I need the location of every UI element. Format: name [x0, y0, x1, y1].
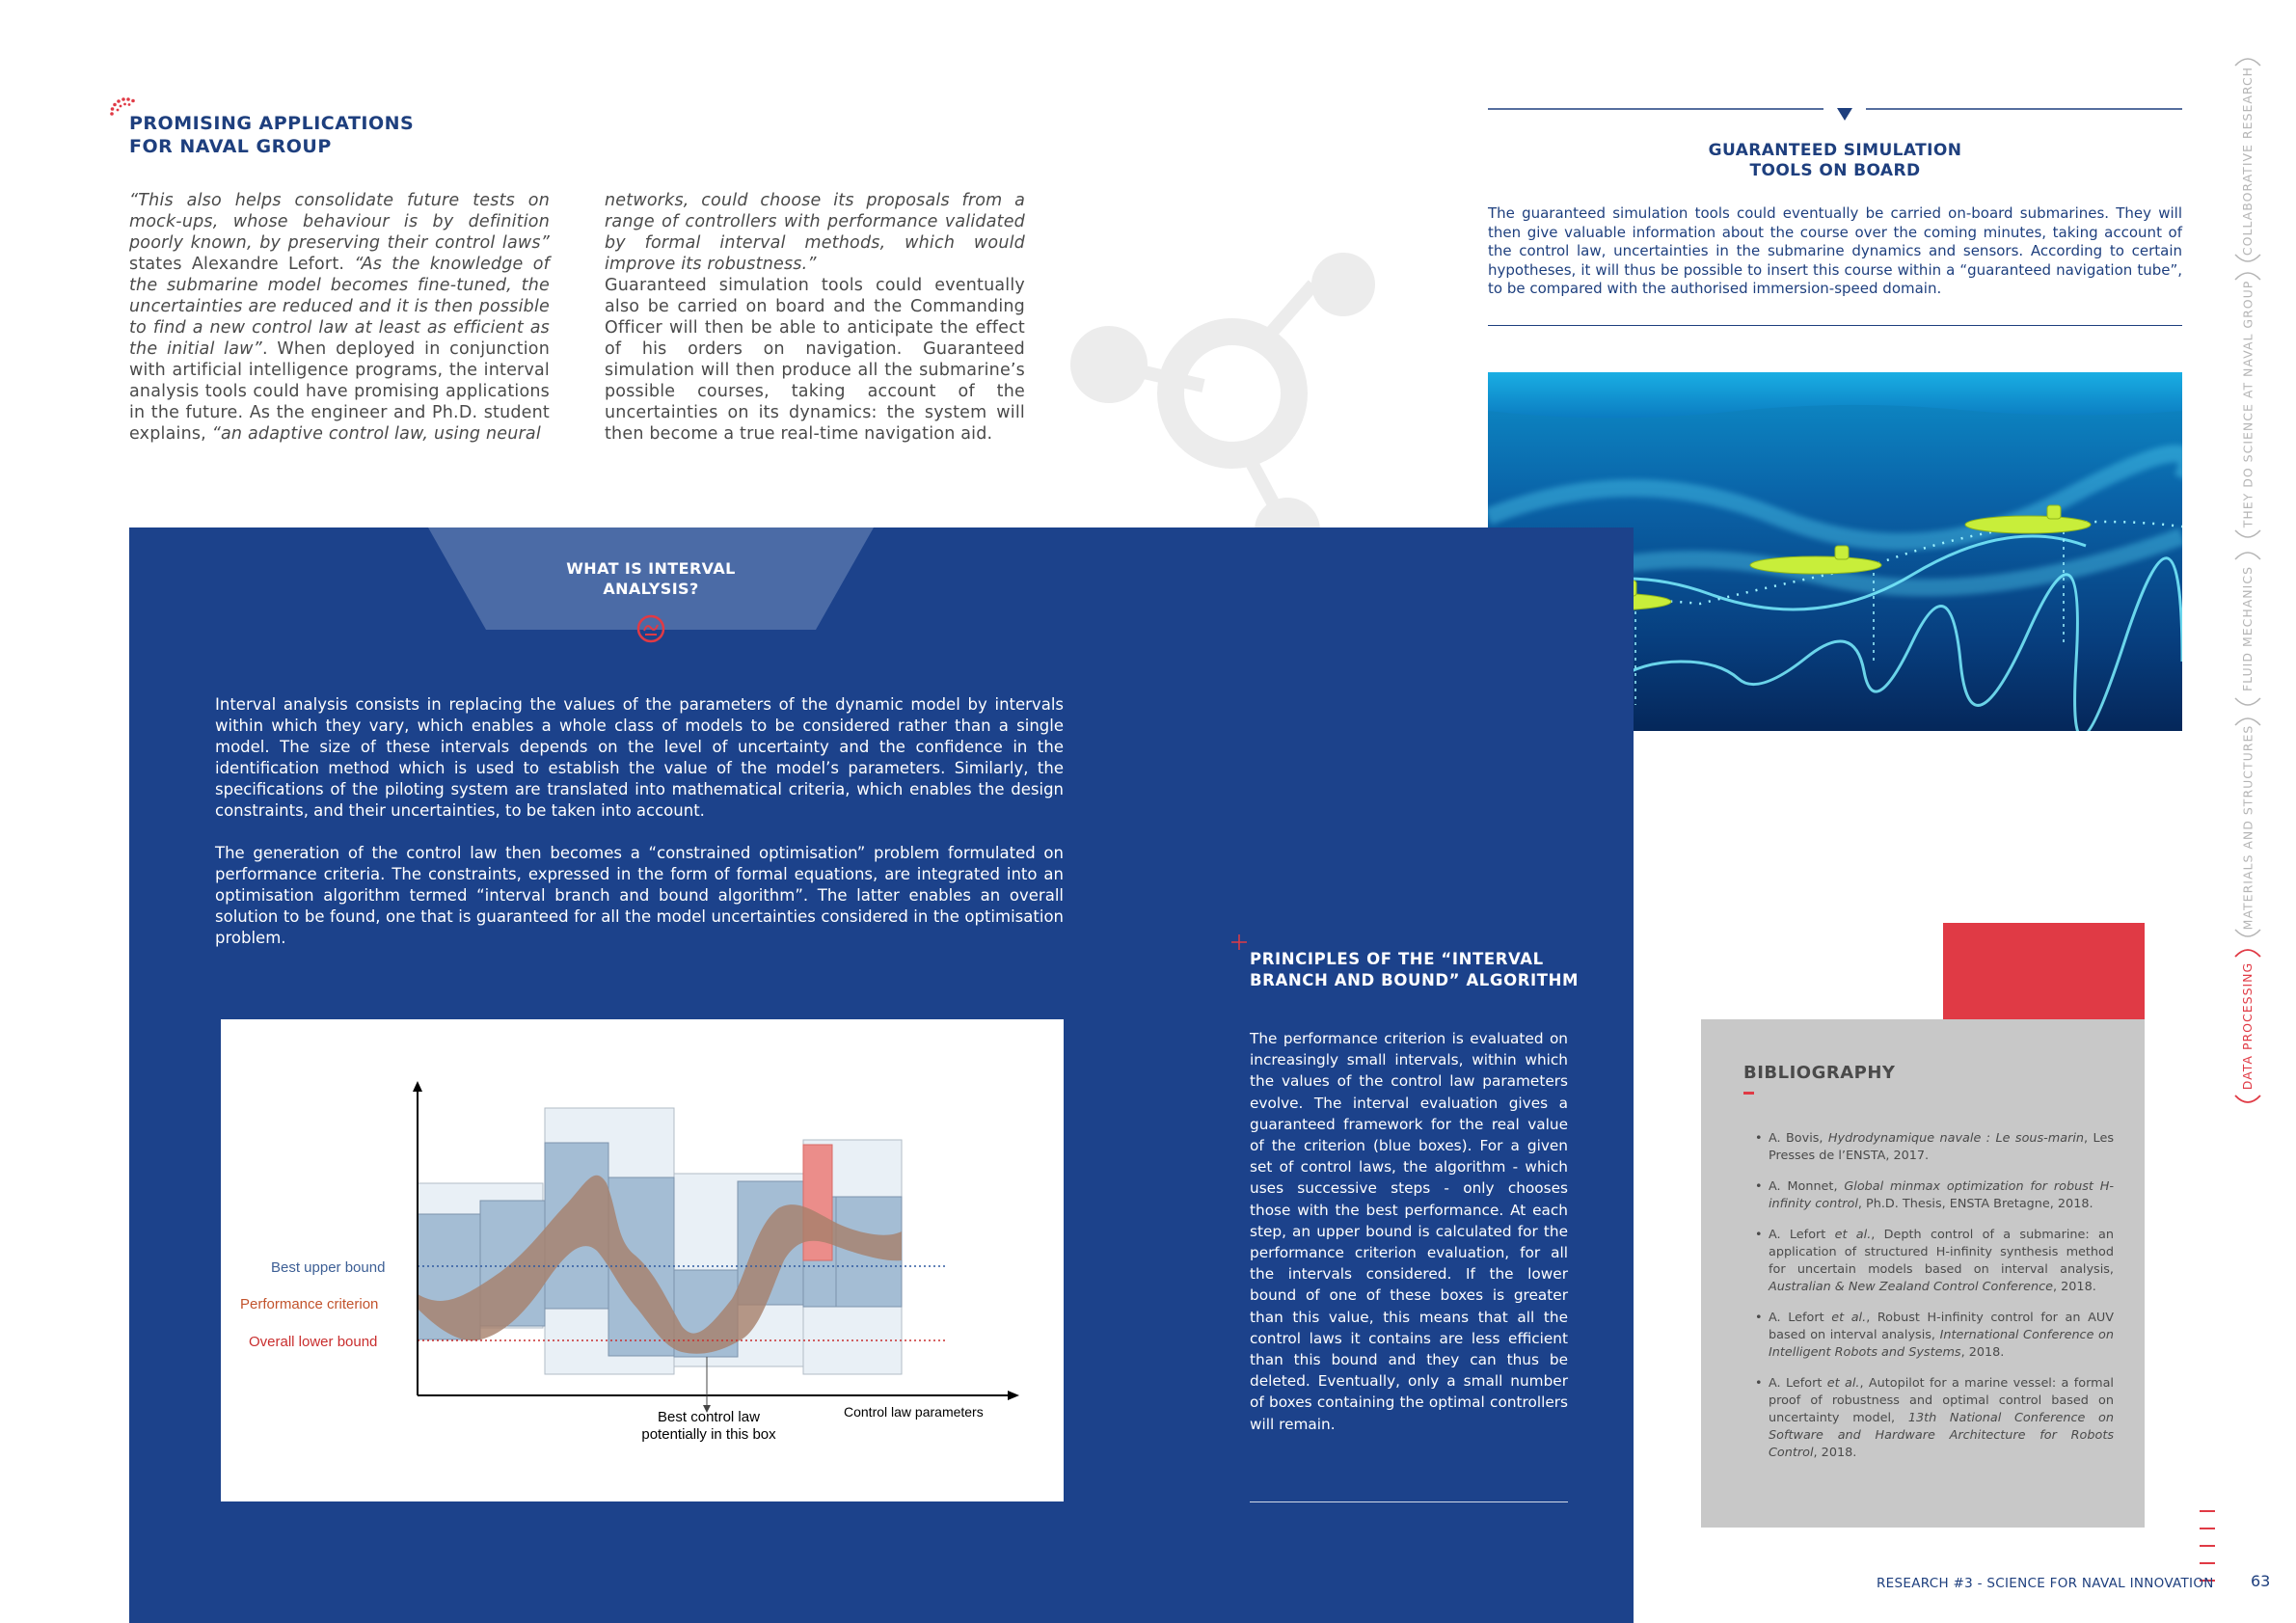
- principles-title-line1: PRINCIPLES OF THE “INTERVAL: [1250, 950, 1544, 968]
- text-2: . When deployed in conjunction with artificial intelligence programs, the interval analysis tools could have promising applications in the future. As the engineer and Ph.D. student explains,: [129, 339, 550, 444]
- guaranteed-title-line2: TOOLS ON BOARD: [1749, 161, 1921, 180]
- principles-rule: [1250, 1501, 1568, 1502]
- guaranteed-title-line1: GUARANTEED SIMULATION: [1708, 141, 1962, 160]
- interval-analysis-text: [215, 694, 1064, 970]
- guaranteed-bottom-rule: [1488, 325, 2182, 326]
- guaranteed-top-rule: [1488, 108, 2182, 122]
- side-bracket-icon: [2233, 928, 2262, 941]
- promising-title-line1: PROMISING APPLICATIONS: [129, 113, 415, 134]
- best-upper-bound-label: Best upper bound: [271, 1259, 386, 1276]
- interval-title-line1: WHAT IS INTERVAL: [566, 559, 736, 578]
- bibliography-item: • A. Lefort et al., Depth control of a submarine: an application of structured H-infinity synthesis method for uncertain models based on interval analysis, Australian & New Zealand Control Conference, 2018.: [1755, 1227, 2114, 1296]
- bibliography-title: BIBLIOGRAPHY: [1743, 1063, 1896, 1083]
- guaranteed-simulation-text: The guaranteed simulation tools could eventually be carried on-board submarines. They will then give valuable information about the course over the coming minutes, taking account of the control law, uncertainties in the submarine dynamics and sensors. According to certain hypotheses, it will thus be possible to insert this course within a “guaranteed navigation tube”, to be compared with the authorised immersion-speed domain.: [1488, 204, 2182, 297]
- side-tab-they-do-science[interactable]: THEY DO SCIENCE AT NAVAL GROUP: [2240, 280, 2255, 528]
- side-bracket-icon: [2233, 253, 2262, 266]
- page-number: 63: [2251, 1572, 2271, 1590]
- interval-title-line2: ANALYSIS?: [603, 580, 699, 598]
- side-tab-collaborative-research[interactable]: COLLABORATIVE RESEARCH: [2240, 66, 2255, 257]
- guaranteed-simulation-title: [1488, 141, 2182, 181]
- principles-title-line2: BRANCH AND BOUND” ALGORITHM: [1250, 971, 1580, 989]
- bibliography-item: • A. Lefort et al., Autopilot for a marine vessel: a formal proof of robustness and optimal control based on uncertainty model, 13th National Conference on Software and Hardware Architecture for Robots Control, 2018.: [1755, 1375, 2114, 1462]
- red-cross-icon: [1230, 933, 1248, 951]
- branch-and-bound-figure: [221, 1019, 1064, 1501]
- promising-column-1: [129, 190, 550, 445]
- side-bracket-icon: [2233, 696, 2262, 710]
- bibliography-item: • A. Lefort et al., Robust H-infinity control for an AUV based on interval analysis, International Conference on Intelligent Robots and Systems, 2018.: [1755, 1310, 2114, 1362]
- text-3: Guaranteed simulation tools could eventually also be carried on board and the Commanding Officer will then be able to anticipate the effect of his orders on navigation. Guaranteed simulation will then produce all the submarine’s possible courses, taking account of the uncertainties on its dynamics: the system will then become a true real-time navigation aid.: [605, 276, 1025, 444]
- y-axis-arrow: [413, 1081, 422, 1092]
- quote-1: “This also helps consolidate future tests on mock-ups, whose behaviour is by definition poorly known, by preserving their control laws”: [129, 191, 550, 253]
- footer-publication-title: RESEARCH #3 - SCIENCE FOR NAVAL INNOVATION: [1877, 1576, 2214, 1591]
- side-bracket-active-icon: [2233, 1094, 2262, 1107]
- x-axis-arrow: [1008, 1391, 1019, 1400]
- best-control-line1: Best control law: [658, 1409, 760, 1425]
- quote-4: networks, could choose its proposals from a range of controllers with performance validated by formal interval methods, which would improve its robustness.”: [605, 191, 1025, 274]
- side-tab-fluid-mechanics[interactable]: FLUID MECHANICS: [2240, 565, 2255, 692]
- molecule-decoration-icon: [1061, 241, 1398, 569]
- interval-paragraph-2: The generation of the control law then becomes a “constrained optimisation” problem formulated on performance criteria. The constraints, expressed in the form of formal equations, are integrated into an optimisation algorithm termed “interval branch and bound algorithm”. The latter enables an overall solution to be found, one that is guaranteed for all the model uncertainties considered in the optimisation problem.: [215, 844, 1064, 947]
- best-control-law-label: [612, 1409, 805, 1444]
- promising-applications-title: [129, 112, 414, 158]
- interval-analysis-title: [428, 558, 874, 599]
- best-control-line2: potentially in this box: [641, 1426, 776, 1443]
- side-bracket-active-icon: [2233, 945, 2262, 959]
- promising-column-2: [605, 190, 1025, 445]
- principles-text: The performance criterion is evaluated on increasingly small intervals, within which the values of the control law parameters evolve. The interval evaluation gives a guaranteed framework for the real value of the criterion (blue boxes). For a given set of control laws, the algorithm - which uses successive steps - only chooses those with the best performance. At each step, an upper bound is calculated for the performance criterion evaluation, for all the intervals considered. If the lower bound of one of these boxes is greater than this value, this means that all the control laws it contains are less efficient than this bound and they can thus be deleted. Eventually, only a small number of boxes containing the optimal controllers will remain.: [1250, 1030, 1568, 1433]
- overall-lower-bound-label: Overall lower bound: [249, 1334, 378, 1350]
- bibliography-dash: [1743, 1092, 1754, 1095]
- quote-2: “As the knowledge of the submarine model becomes fine-tuned, the uncertainties are reduced and it is then possible to find a new control law at least as efficient as the initial law”: [129, 255, 551, 359]
- performance-criterion-label: Performance criterion: [240, 1296, 379, 1312]
- bibliography-item: • A. Bovis, Hydrodynamique navale : Le sous-marin, Les Presses de l’ENSTA, 2017.: [1755, 1130, 2114, 1165]
- side-bracket-icon: [2233, 528, 2262, 542]
- promising-title-line2: FOR NAVAL GROUP: [129, 136, 332, 157]
- interval-paragraph-1: Interval analysis consists in replacing the values of the parameters of the dynamic model by intervals within which they vary, which enables a whole class of models to be considered rather than a single model. The size of these intervals depends on the level of uncertainty and the confidence in the identification method which is used to establish the value of the model’s parameters. Similarly, the specifications of the piloting system are translated into mathematical criteria, which enables the design constraints, and their uncertainties, to be taken into account.: [215, 695, 1064, 820]
- red-target-icon: [635, 613, 666, 644]
- side-bracket-icon: [2233, 548, 2262, 561]
- bibliography-item: • A. Monnet, Global minmax optimization for robust H-infinity control, Ph.D. Thesis, ENSTA Bretagne, 2018.: [1755, 1178, 2114, 1213]
- red-accent-block: [1943, 923, 2145, 1021]
- side-tab-materials-structures[interactable]: MATERIALS AND STRUCTURES: [2240, 724, 2255, 931]
- x-axis-label: Control law parameters: [844, 1404, 984, 1420]
- side-bracket-icon: [2233, 54, 2262, 68]
- side-tab-data-processing[interactable]: DATA PROCESSING: [2240, 961, 2255, 1091]
- text-1: states Alexandre Lefort.: [129, 255, 355, 274]
- quote-3: “an adaptive control law, using neural: [211, 424, 541, 444]
- principles-title: [1250, 949, 1580, 991]
- bibliography-list: [1755, 1130, 2114, 1475]
